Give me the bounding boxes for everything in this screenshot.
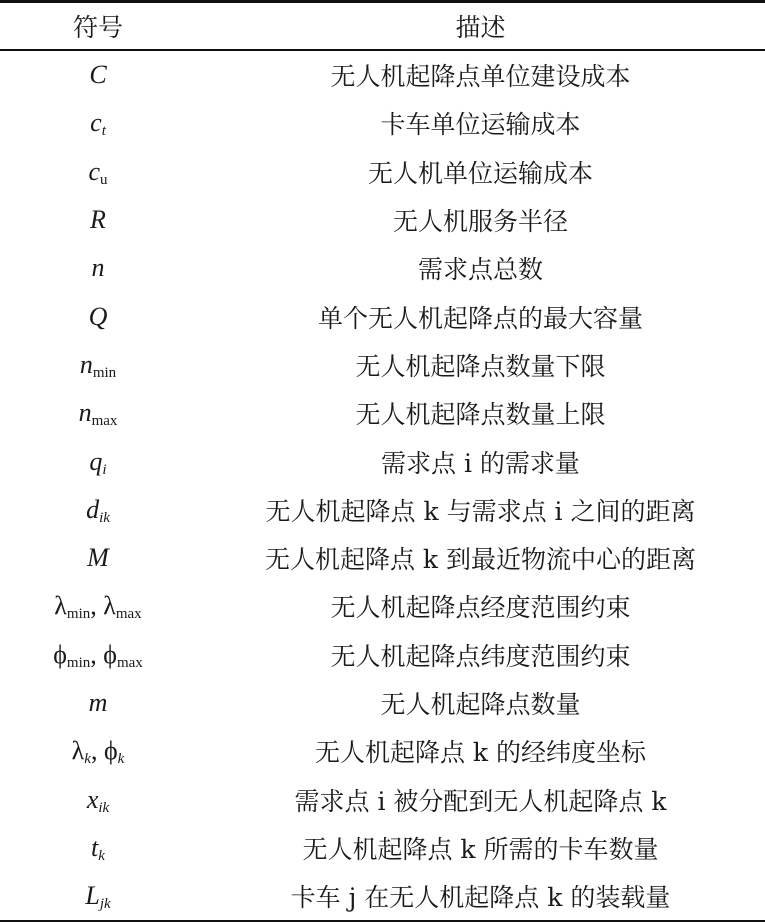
table-row [0,486,765,534]
header-description: 描述 [455,13,506,42]
table-row [0,389,765,437]
table-row [0,775,765,823]
table-row [0,244,765,292]
table-row [0,196,765,244]
table-row [0,872,765,920]
symbol-cell: M [87,543,109,573]
table-row [0,437,765,485]
table-header [0,3,765,51]
description-cell: 无人机起降点纬度范围约束 [330,641,631,671]
description-cell: 卡车单位运输成本 [380,110,581,140]
symbol-cell: $n_{min}$ [79,349,117,381]
symbol-cell: $x_{ik}$ [86,784,110,816]
symbol-cell: Q [88,301,108,331]
table-row [0,824,765,872]
symbol-cell: $\lambda_k$, $\phi_k$ [71,736,125,768]
table-row [0,727,765,775]
symbol-cell: $L_{jk}$ [85,881,111,913]
table-body [0,51,765,920]
symbol-cell: m [88,688,108,717]
table-row [0,148,765,196]
table-row [0,341,765,389]
description-cell: 无人机起降点 k 到最近物流中心的距离 [264,545,697,575]
description-cell: 需求点总数 [417,255,543,285]
description-cell: 无人机起降点数量下限 [355,351,606,381]
description-cell: 单个无人机起降点的最大容量 [317,303,643,333]
symbol-cell: $t_k$ [91,832,105,864]
symbol-cell: $q_i$ [89,446,107,478]
symbol-cell: R [90,205,106,235]
table-row [0,99,765,147]
description-cell: 无人机起降点 k 与需求点 i 之间的距离 [265,496,696,526]
table-row [0,51,765,99]
table-row [0,534,765,582]
description-cell: 无人机起降点 k 的经纬度坐标 [314,738,647,768]
symbol-cell: $c_t$ [90,108,106,140]
table-row [0,679,765,727]
symbol-cell: $c_u$ [88,156,108,188]
symbol-cell: $\phi_{min}$, $\phi_{max}$ [53,639,143,671]
symbol-cell: n [91,253,105,283]
header-symbol: 符号 [72,13,123,42]
symbol-cell: C [89,60,107,90]
symbol-cell: $\lambda_{min}$, $\lambda_{max}$ [54,591,142,623]
description-cell: 无人机起降点数量 [380,690,581,719]
description-cell: 需求点 i 被分配到无人机起降点 k [294,786,667,816]
description-cell: 需求点 i 的需求量 [381,448,580,478]
description-cell: 无人机起降点数量上限 [355,400,606,430]
description-cell: 无人机起降点单位建设成本 [330,62,631,92]
description-cell: 无人机起降点经度范围约束 [330,593,631,623]
table-row [0,292,765,340]
description-cell: 无人机起降点 k 所需的卡车数量 [302,834,659,864]
description-cell: 无人机服务半径 [392,207,568,237]
symbol-cell: $d_{ik}$ [86,494,110,526]
symbol-cell: $n_{max}$ [78,398,118,430]
table-row [0,631,765,679]
description-cell: 卡车 j 在无人机起降点 k 的装载量 [290,883,671,913]
description-cell: 无人机单位运输成本 [367,158,593,188]
table-row [0,582,765,630]
